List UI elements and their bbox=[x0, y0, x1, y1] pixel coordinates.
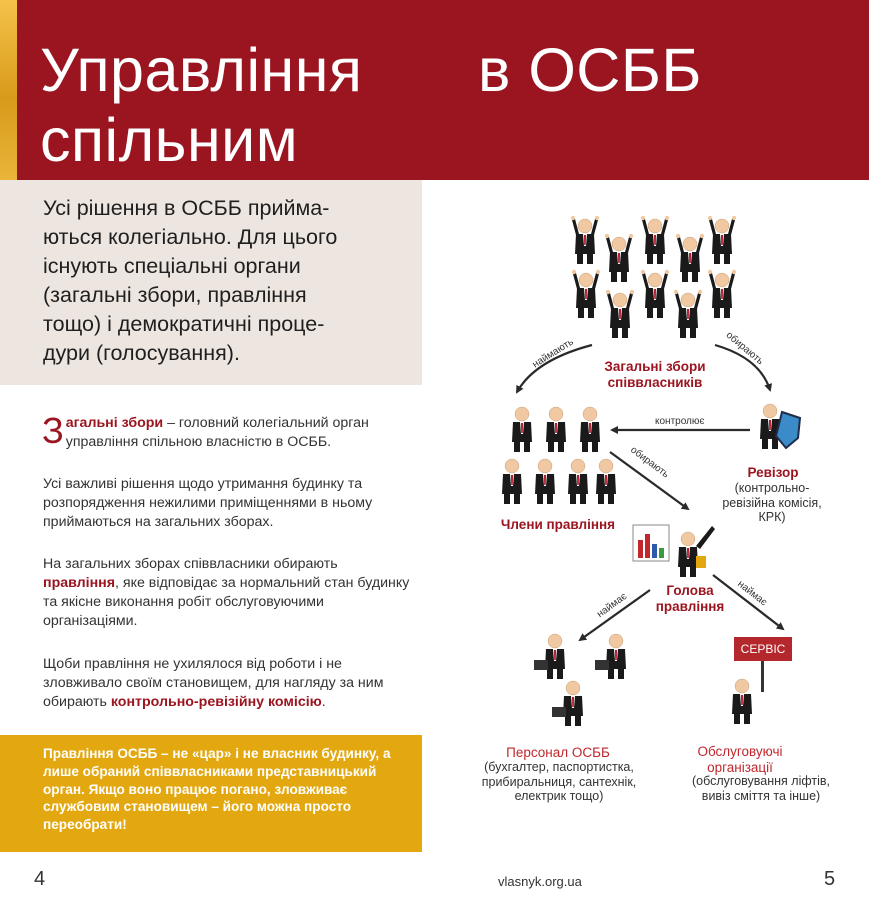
service-sign: СЕРВІС bbox=[734, 637, 792, 661]
page-title-line-1: Управління bbox=[40, 36, 363, 104]
edge-label-elect-right: обирають bbox=[723, 329, 766, 368]
label-board-head: Голова правління bbox=[655, 583, 725, 614]
paragraph-text: , яке відповідає за нормальний стан будинку та якісне виконання робіт обслуговуючими організаціями. bbox=[43, 575, 410, 629]
label-service-orgs: Обслуговуючі організації bbox=[697, 744, 783, 775]
label-auditor-desc: (контрольно-ревізійна комісія, КРК) bbox=[722, 481, 822, 524]
callout-text: Правління ОСББ – не «цар» і не власник будинку, а лише обраний співвласниками представницький орган. Якщо воно працює погано, зловживає службовим становищем – його можна просто переобрати! bbox=[43, 746, 391, 833]
edge-label-controls: контролює bbox=[655, 416, 705, 427]
label-board-members: Члени правління bbox=[500, 517, 616, 532]
label-staff: Персонал ОСББ bbox=[506, 745, 610, 760]
staff-figures bbox=[534, 634, 626, 726]
edge-label-hires-service: наймає bbox=[735, 578, 769, 609]
label-auditor: Ревізор bbox=[747, 465, 799, 480]
paragraph-text: . bbox=[321, 694, 326, 710]
intro-line: (загальні збори, правління bbox=[43, 283, 307, 307]
edge-label-elect-board: обирають bbox=[628, 444, 671, 481]
board-head-figure bbox=[678, 526, 715, 577]
drop-cap: З bbox=[42, 410, 64, 451]
intro-line: тощо) і демократичні проце- bbox=[43, 312, 325, 336]
intro-line: дури (голосування). bbox=[43, 341, 240, 365]
service-worker-figure bbox=[732, 660, 764, 724]
edge-label-hires-staff: наймає bbox=[595, 590, 630, 621]
paragraph-text: На загальних зборах співвласники обирають bbox=[43, 556, 338, 572]
crowd-figures bbox=[571, 216, 736, 338]
intro-line: ються колегіально. Для цього bbox=[43, 225, 338, 249]
board-member-figures bbox=[502, 407, 616, 504]
intro-line: існують спеціальні органи bbox=[43, 254, 301, 278]
label-staff-desc: (бухгалтер, паспортистка, прибиральниця, сантехнік, електрик тощо) bbox=[481, 760, 637, 803]
page-number-left: 4 bbox=[34, 868, 46, 890]
page-number-right: 5 bbox=[824, 868, 836, 890]
term-general-meeting: агальні збори bbox=[65, 415, 164, 431]
term-audit-commission: контрольно-ревізійну комісію bbox=[110, 694, 322, 710]
term-board: правління bbox=[43, 575, 116, 591]
page-title-line-2: спільним bbox=[40, 106, 299, 174]
label-service-orgs-desc: (обслуговування ліфтів, вивіз сміття та інше) bbox=[692, 774, 830, 803]
label-general-meeting: Загальні збори співвласників bbox=[604, 359, 706, 390]
edge-label-hire-left: наймають bbox=[530, 336, 576, 371]
intro-line: Усі рішення в ОСББ прийма- bbox=[43, 196, 330, 220]
paragraph-text: – головний колегіальний орган управління спільною власністю в ОСББ. bbox=[65, 415, 369, 450]
paragraph-text: Щоби правління не ухилялося від роботи і не зловживало своїм становищем, для нагляду за ним обирають bbox=[43, 656, 384, 710]
site-url: vlasnyk.org.ua bbox=[498, 874, 582, 889]
paragraph-decisions: Усі важливі рішення щодо утримання будинку та розпорядження нежилими приміщеннями в ньому приймаються на загальних зборах. bbox=[43, 476, 373, 530]
page-title-line-3: в ОСББ bbox=[478, 36, 702, 104]
auditor-figure bbox=[760, 404, 800, 449]
bar-chart-icon bbox=[633, 525, 669, 561]
